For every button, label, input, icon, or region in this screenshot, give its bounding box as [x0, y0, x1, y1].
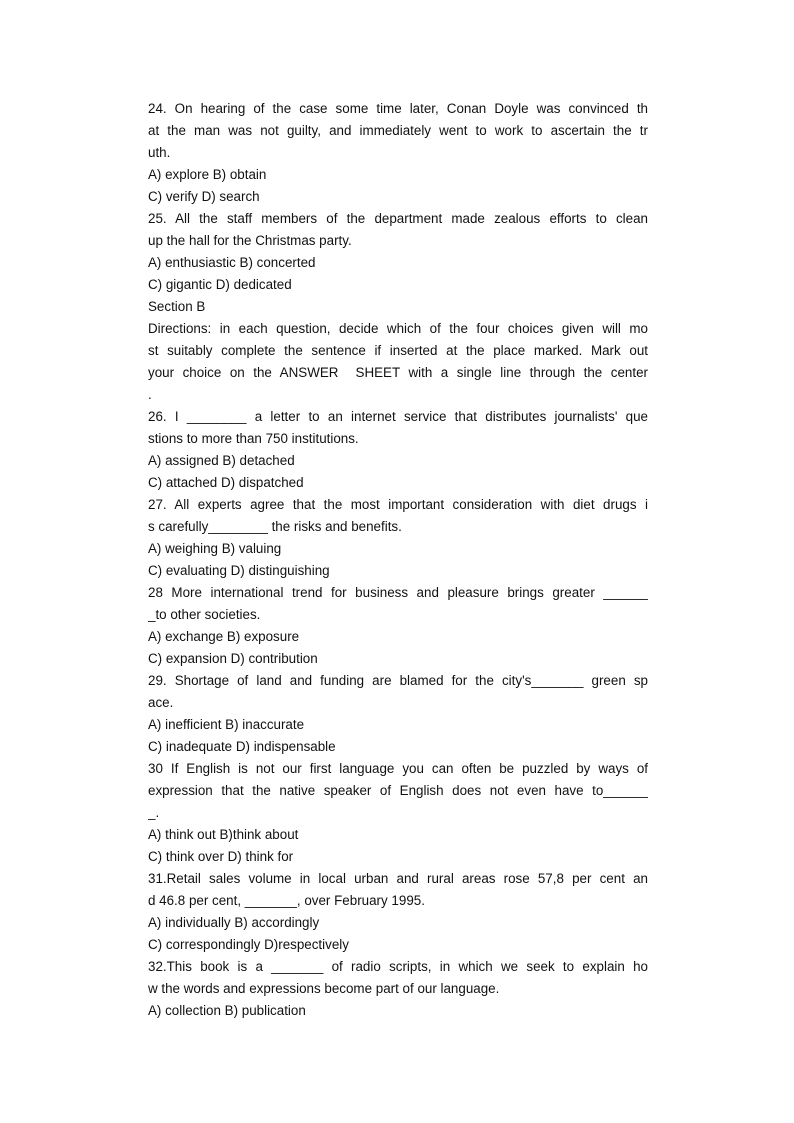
question-28-options-ab: A) exchange B) exposure: [148, 629, 300, 644]
question-27-options-ab: A) weighing B) valuing: [148, 541, 282, 556]
question-31-text-line-1: 31.Retail sales volume in local urban and rural areas rose 57,8 per cent an: [148, 871, 648, 886]
question-30-text-line-3: _.: [148, 805, 160, 820]
question-31-options-ab: A) individually B) accordingly: [148, 915, 320, 930]
question-28-text-line-1: 28 More international trend for business and pleasure brings greater ______: [148, 585, 648, 600]
question-27-text-line-2: s carefully________ the risks and benefits.: [148, 519, 402, 534]
directions-line-2: st suitably complete the sentence if inserted at the place marked. Mark out: [148, 343, 648, 358]
directions-line-4: .: [148, 387, 152, 402]
question-29-text-line-2: ace.: [148, 695, 174, 710]
question-29-options-ab: A) inefficient B) inaccurate: [148, 717, 305, 732]
question-26-text-line-2: stions to more than 750 institutions.: [148, 431, 359, 446]
question-30-options-ab: A) think out B)think about: [148, 827, 299, 842]
question-30-options-cd: C) think over D) think for: [148, 849, 294, 864]
question-26-text-line-1: 26. I ________ a letter to an internet service that distributes journalists' que: [148, 409, 648, 424]
question-25-text-line-1: 25. All the staff members of the department made zealous efforts to clean: [148, 211, 648, 226]
question-29-options-cd: C) inadequate D) indispensable: [148, 739, 336, 754]
question-28-options-cd: C) expansion D) contribution: [148, 651, 318, 666]
question-24-options-cd: C) verify D) search: [148, 189, 260, 204]
question-28-text-line-2: _to other societies.: [148, 607, 261, 622]
question-30-text-line-2: expression that the native speaker of English does not even have to______: [148, 783, 648, 798]
document-page: [148, 98, 648, 1022]
question-27-options-cd: C) evaluating D) distinguishing: [148, 563, 330, 578]
section-heading: Section B: [148, 299, 206, 314]
question-27-text-line-1: 27. All experts agree that the most important consideration with diet drugs i: [148, 497, 648, 512]
directions-line-3: your choice on the ANSWER SHEET with a single line through the center: [148, 365, 648, 380]
question-26-options-cd: C) attached D) dispatched: [148, 475, 304, 490]
question-26-options-ab: A) assigned B) detached: [148, 453, 295, 468]
question-25-options-ab: A) enthusiastic B) concerted: [148, 255, 316, 270]
question-25-options-cd: C) gigantic D) dedicated: [148, 277, 292, 292]
question-24-options-ab: A) explore B) obtain: [148, 167, 267, 182]
question-31-text-line-2: d 46.8 per cent, _______, over February 1995.: [148, 893, 425, 908]
question-32-options-ab: A) collection B) publication: [148, 1003, 306, 1018]
question-29-text-line-1: 29. Shortage of land and funding are blamed for the city's_______ green sp: [148, 673, 648, 688]
question-24-text-line-2: at the man was not guilty, and immediately went to work to ascertain the tr: [148, 123, 648, 138]
question-24-text-line-3: uth.: [148, 145, 171, 160]
question-32-text-line-1: 32.This book is a _______ of radio scripts, in which we seek to explain ho: [148, 959, 648, 974]
question-30-text-line-1: 30 If English is not our first language you can often be puzzled by ways of: [148, 761, 648, 776]
question-25-text-line-2: up the hall for the Christmas party.: [148, 233, 352, 248]
question-32-text-line-2: w the words and expressions become part of our language.: [148, 981, 500, 996]
question-24-text-line-1: 24. On hearing of the case some time later, Conan Doyle was convinced th: [148, 101, 648, 116]
question-31-options-cd: C) correspondingly D)respectively: [148, 937, 349, 952]
directions-line-1: Directions: in each question, decide which of the four choices given will mo: [148, 321, 648, 336]
